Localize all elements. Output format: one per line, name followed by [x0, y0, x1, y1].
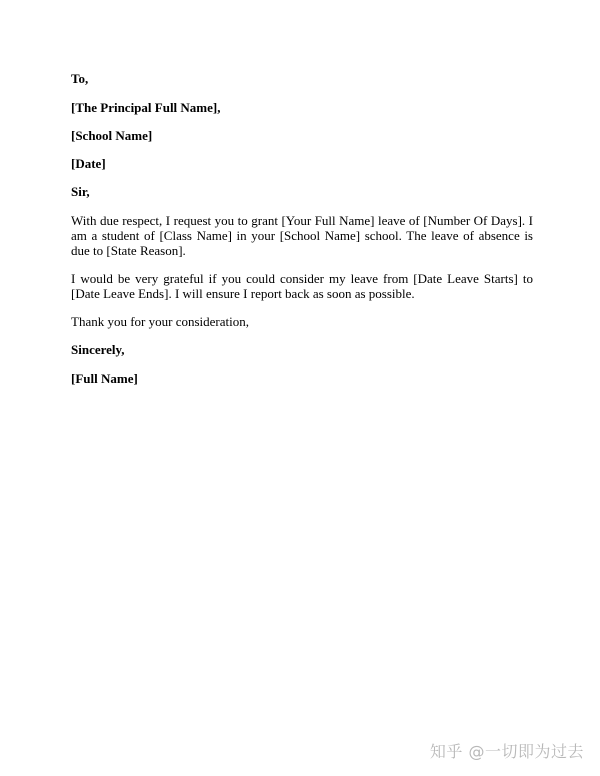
- signature: [Full Name]: [71, 371, 138, 386]
- body-paragraph-2: I would be very grateful if you could consider my leave from [Date Leave Starts] to [Date Leave Ends]. I will ensure I report back as soon as possible.: [71, 271, 533, 301]
- principal-name: [The Principal Full Name],: [71, 100, 221, 115]
- school-name: [School Name]: [71, 128, 153, 143]
- closing: Sincerely,: [71, 342, 125, 357]
- salutation-to: To,: [71, 71, 89, 86]
- body-paragraph-1: With due respect, I request you to grant [Your Full Name] leave of [Number Of Days]. I am a student of [Class Name] in your [School Name] school. The leave of absence is due to [State Reason].: [71, 213, 533, 258]
- letter-date: [Date]: [71, 156, 106, 171]
- greeting: Sir,: [71, 184, 90, 199]
- thanks-line: Thank you for your consideration,: [71, 314, 249, 329]
- watermark: 知乎 @一切即为过去: [429, 742, 584, 761]
